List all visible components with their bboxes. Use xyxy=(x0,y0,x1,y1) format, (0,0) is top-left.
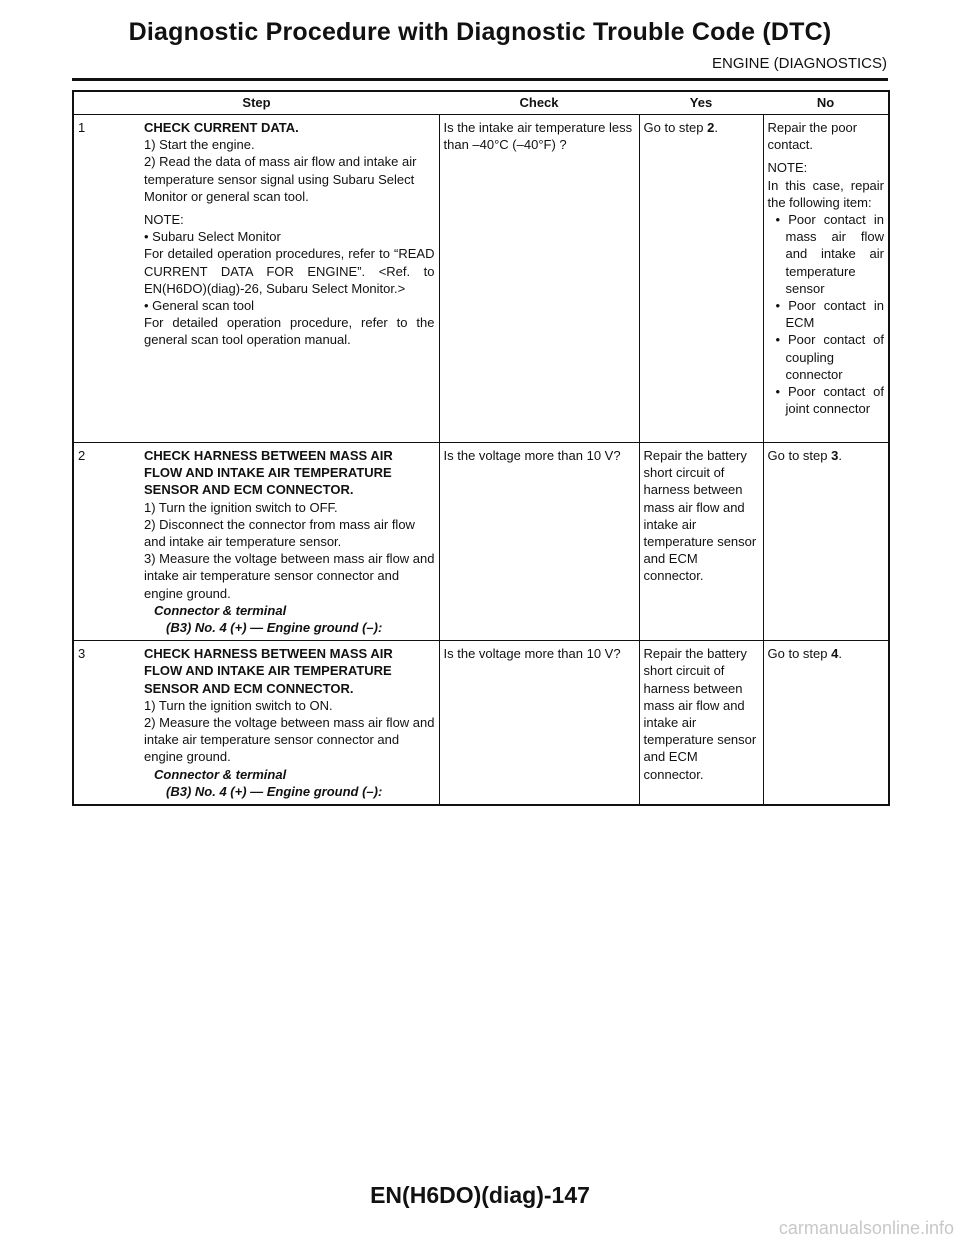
connector-label: Connector & terminal xyxy=(154,766,287,782)
no-prefix: Go to step xyxy=(767,448,832,463)
step-instruction: 2) Measure the voltage between mass air flow and intake air temperature sensor connector and engine ground. xyxy=(144,715,435,765)
no-note-text: In this case, repair the following item: xyxy=(767,177,884,210)
no-cell xyxy=(763,641,889,805)
step-cell xyxy=(73,641,439,805)
check-cell: Is the voltage more than 10 V? xyxy=(439,641,639,805)
no-item: • Poor contact in mass air flow and intake air temperature sensor xyxy=(775,212,884,296)
section-name: ENGINE (DIAGNOSTICS) xyxy=(711,55,887,72)
header-rule xyxy=(72,78,888,81)
step-cell xyxy=(73,115,439,443)
step-number: 2 xyxy=(78,448,86,463)
yes-cell: Repair the battery short circuit of harness between mass air flow and intake air temperature sensor and ECM connector. xyxy=(639,641,763,805)
column-header-no: No xyxy=(763,91,889,115)
connector-label: Connector & terminal xyxy=(154,602,287,618)
step-instruction: 2) Read the data of mass air flow and intake air temperature sensor signal using Subaru Select Monitor or general scan tool. xyxy=(144,154,417,204)
yes-cell xyxy=(639,115,763,443)
step-number: 1 xyxy=(78,120,86,135)
diagnostic-table xyxy=(72,90,890,806)
step-instruction: 2) Disconnect the connector from mass air flow and intake air temperature sensor. xyxy=(144,516,415,550)
column-header-yes: Yes xyxy=(639,91,763,115)
check-cell: Is the voltage more than 10 V? xyxy=(439,443,639,641)
no-suffix: . xyxy=(838,646,842,662)
step-number: 3 xyxy=(78,646,86,662)
no-text: Repair the poor contact. xyxy=(767,120,858,153)
note-bullet: • General scan tool xyxy=(144,298,255,314)
column-header-step: Step xyxy=(73,91,439,115)
step-title: CHECK CURRENT DATA. xyxy=(144,120,299,135)
no-cell xyxy=(763,443,889,641)
column-header-check: Check xyxy=(439,91,639,115)
connector-value: (B3) No. 4 (+) — Engine ground (–): xyxy=(166,620,383,636)
step-cell xyxy=(73,443,439,641)
step-title: CHECK HARNESS BETWEEN MASS AIR FLOW AND INTAKE AIR TEMPERATURE SENSOR AND ECM CONNECTOR. xyxy=(144,448,393,498)
no-item: • Poor contact of coupling connector xyxy=(775,332,884,382)
no-note-label: NOTE: xyxy=(767,160,808,176)
no-item: • Poor contact in ECM xyxy=(775,298,884,331)
no-prefix: Go to step xyxy=(767,646,832,662)
yes-suffix: . xyxy=(714,120,718,135)
watermark: carmanualsonline.info xyxy=(778,1218,954,1238)
connector-value: (B3) No. 4 (+) — Engine ground (–): xyxy=(166,783,383,799)
note-bullet: • Subaru Select Monitor xyxy=(144,229,281,245)
note-text: For detailed operation procedure, refer to the general scan tool operation manual. xyxy=(144,315,435,348)
no-item: • Poor contact of joint connector xyxy=(775,384,884,417)
step-instruction: 1) Turn the ignition switch to ON. xyxy=(144,697,333,713)
table-row xyxy=(73,443,889,641)
table-header-row xyxy=(73,91,889,115)
no-step-ref: 3 xyxy=(831,448,839,463)
note-text: For detailed operation procedures, refer to “READ CURRENT DATA FOR ENGINE”. <Ref. to EN(H6DO)(diag)-26, Subaru Select Monitor.> xyxy=(144,246,435,296)
no-cell xyxy=(763,115,889,443)
step-instruction: 1) Turn the ignition switch to OFF. xyxy=(144,499,338,515)
yes-step-ref: 2 xyxy=(707,120,715,135)
step-instruction: 1) Start the engine. xyxy=(144,137,255,153)
yes-cell: Repair the battery short circuit of harness between mass air flow and intake air temperature sensor and ECM connector. xyxy=(639,443,763,641)
step-instruction: 3) Measure the voltage between mass air flow and intake air temperature sensor connector and engine ground. xyxy=(144,551,435,601)
yes-prefix: Go to step xyxy=(643,120,708,135)
page-header xyxy=(0,0,960,80)
check-cell: Is the intake air temperature less than –40°C (–40°F) ? xyxy=(439,115,639,443)
table-row xyxy=(73,115,889,443)
note-label: NOTE: xyxy=(144,212,184,228)
page-footer-id: EN(H6DO)(diag)-147 xyxy=(370,1182,590,1208)
page-title: Diagnostic Procedure with Diagnostic Trouble Code (DTC) xyxy=(128,18,832,46)
no-suffix: . xyxy=(838,448,842,463)
table-row xyxy=(73,641,889,805)
no-step-ref: 4 xyxy=(831,646,839,662)
step-title: CHECK HARNESS BETWEEN MASS AIR FLOW AND INTAKE AIR TEMPERATURE SENSOR AND ECM CONNECTOR. xyxy=(144,646,393,696)
